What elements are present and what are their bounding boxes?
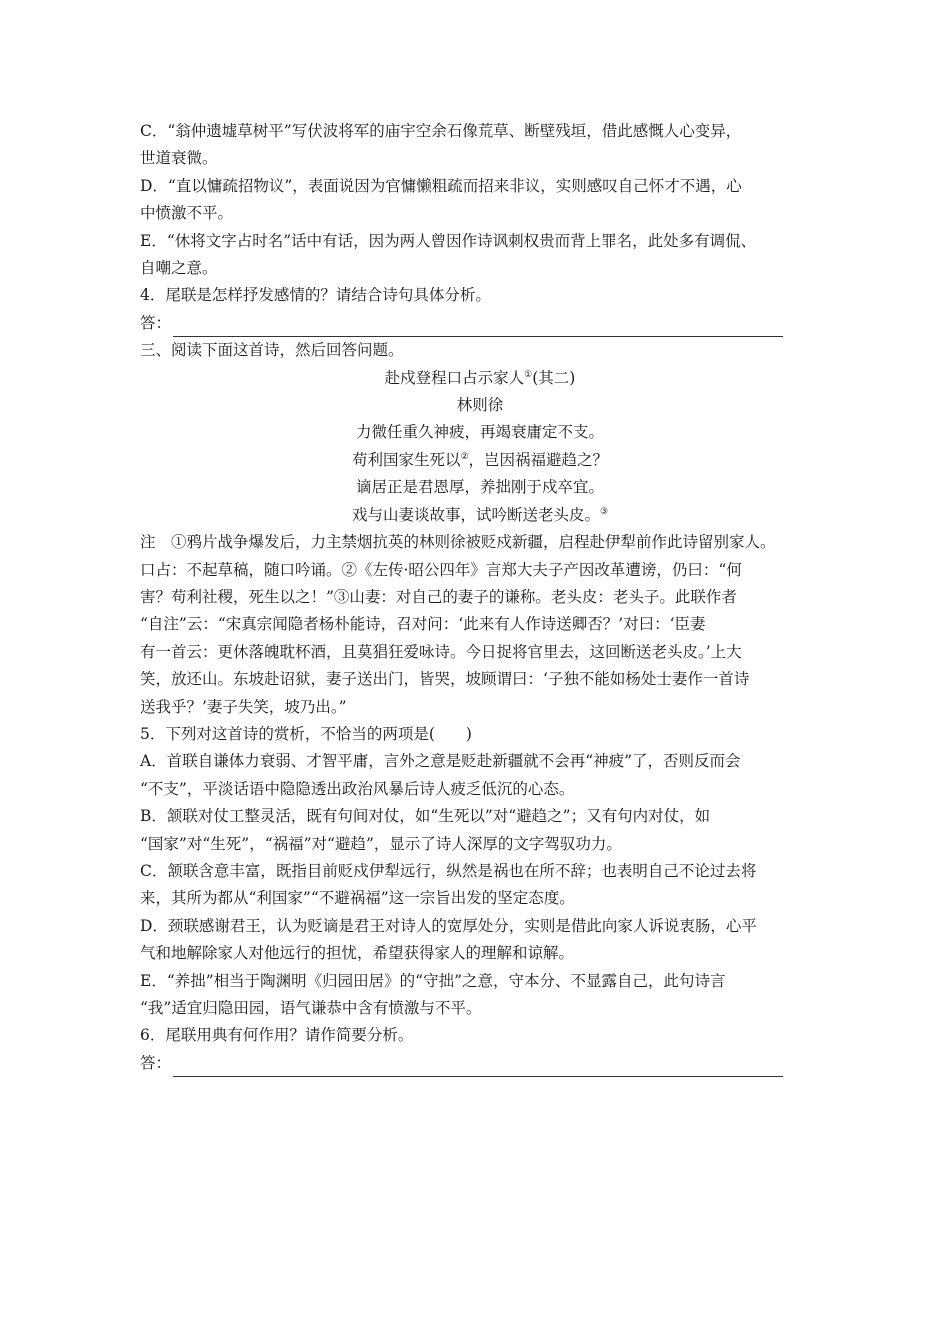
notes-line-1: 注 ①鸦片战争爆发后，力主禁烟抗英的林则徐被贬戍新疆，启程赴伊犁前作此诗留别家人。 (140, 533, 776, 552)
q5-option-e-line2: “我”适宜归隐田园，语气谦恭中含有愤激与不平。 (140, 999, 482, 1017)
q3-option-e-line2: 自嘲之意。 (140, 259, 218, 278)
poem-title-note: ① (524, 369, 533, 380)
notes-line-7: 送我乎？’妻子失笑，坡乃出。” (140, 697, 347, 716)
notes-line-4: “自注”云：“宋真宗闻隐者杨朴能诗，召对问：‘此来有人作诗送卿否？’对曰：‘臣妻 (140, 615, 706, 634)
q5-option-d-line2: 气和地解除家人对他远行的担忧，希望获得家人的理解和谅解。 (140, 944, 575, 963)
notes-line-2: 口占：不起草稿，随口吟诵。②《左传·昭公四年》言郑大夫子产因改革遭谤，仍曰：“何 (140, 560, 742, 579)
q5-option-c-line1: C．颔联含意丰富，既指目前贬戍伊犁远行，纵然是祸也在所不辞；也表明自己不论过去将 (140, 861, 757, 880)
q5-option-c-line2: 来，其所为都从“利国家”“不避祸福”这一宗旨出发的坚定态度。 (140, 889, 575, 908)
q6-answer-row (140, 1050, 820, 1077)
poem-line-3: 谪居正是君恩厚，养拙刚于戍卒宜。 (355, 478, 604, 497)
q3-option-c-line1: C．“翁仲遗墟草树平”写伏波将军的庙宇空余石像荒草、断壁残垣，借此感慨人心变异， (140, 122, 742, 140)
q5-option-a-line2: “不支”，平淡话语中隐隐透出政治风暴后诗人疲乏低沉的心态。 (140, 779, 575, 798)
q5-option-a-line1: A．首联自谦体力衰弱、才智平庸，言外之意是贬赴新疆就不会再“神疲”了，否则反而会 (140, 752, 741, 771)
section-3-heading: 三、阅读下面这首诗，然后回答问题。 (140, 341, 404, 360)
q3-option-d-line2: 中愤激不平。 (140, 204, 234, 223)
question-5: 5．下列对这首诗的赏析，不恰当的两项是( ) (140, 724, 472, 743)
question-6: 6．尾联用典有何作用？请作简要分析。 (140, 1026, 414, 1045)
q4-answer-line[interactable] (173, 316, 783, 337)
question-4: 4．尾联是怎样抒发感情的？请结合诗句具体分析。 (140, 286, 491, 305)
poem-line-4-note: ③ (599, 506, 609, 517)
notes-line-5: 有一首云：更休落魄耽杯酒，且莫猖狂爱咏诗。今日捉将官里去，这回断送老头皮。’上大 (140, 642, 742, 661)
poem-line-2-note: ② (460, 451, 469, 462)
q3-option-c-line2: 世道衰微。 (140, 149, 218, 168)
notes-line-3: 害？苟利社稷，死生以之！”③山妻：对自己的妻子的谦称。老头皮：老头子。此联作者 (140, 587, 737, 606)
q6-answer-line[interactable] (173, 1056, 783, 1077)
poem-title-suffix: (其二) (532, 368, 576, 387)
poem-author: 林则徐 (456, 396, 504, 415)
poem-line-2-a: 苟利国家生死以 (351, 450, 461, 469)
poem-line-4 (140, 502, 820, 529)
q5-option-e-line1: E．“养拙”相当于陶渊明《归园田居》的“守拙”之意，守本分、不显露自己，此句诗言 (140, 971, 726, 990)
poem-line-1: 力微任重久神疲，再竭衰庸定不支。 (355, 423, 604, 442)
q6-answer-label: 答： (140, 1053, 172, 1072)
poem-title-text: 赴戍登程口占示家人 (384, 368, 525, 387)
q5-option-b-line1: B．颔联对仗工整灵活，既有句间对仗，如“生死以”对“避趋之”；又有句内对仗，如 (140, 807, 711, 826)
notes-line-6: 笑，放还山。东坡赴诏狱，妻子送出门，皆哭，坡顾谓曰：‘子独不能如杨处士妻作一首诗 (140, 670, 750, 689)
q4-answer-row (140, 310, 820, 337)
poem-title (140, 365, 820, 392)
q3-option-d-line1: D．“直以慵疏招物议”，表面说因为官慵懒粗疏而招来非议，实则感叹自己怀才不遇，心 (140, 176, 742, 195)
document-page (140, 118, 820, 1077)
q5-option-b-line2: “国家”对“生死”，“祸福”对“避趋”，显示了诗人深厚的文字驾驭功力。 (140, 834, 622, 853)
poem-line-4-text: 戏与山妻谈故事，试吟断送老头皮。 (351, 505, 600, 524)
q3-option-e-line1: E．“休将文字占时名”话中有话，因为两人曾因作诗讽刺权贵而背上罪名，此处多有调侃、 (140, 231, 757, 250)
q5-option-d-line1: D．颈联感谢君王，认为贬谪是君王对诗人的宽厚处分，实则是借此向家人诉说衷肠，心平 (140, 916, 757, 935)
q4-answer-label: 答： (140, 313, 172, 332)
poem-line-2-b: ，岂因祸福避趋之？ (468, 450, 609, 469)
poem-line-2 (140, 447, 820, 474)
